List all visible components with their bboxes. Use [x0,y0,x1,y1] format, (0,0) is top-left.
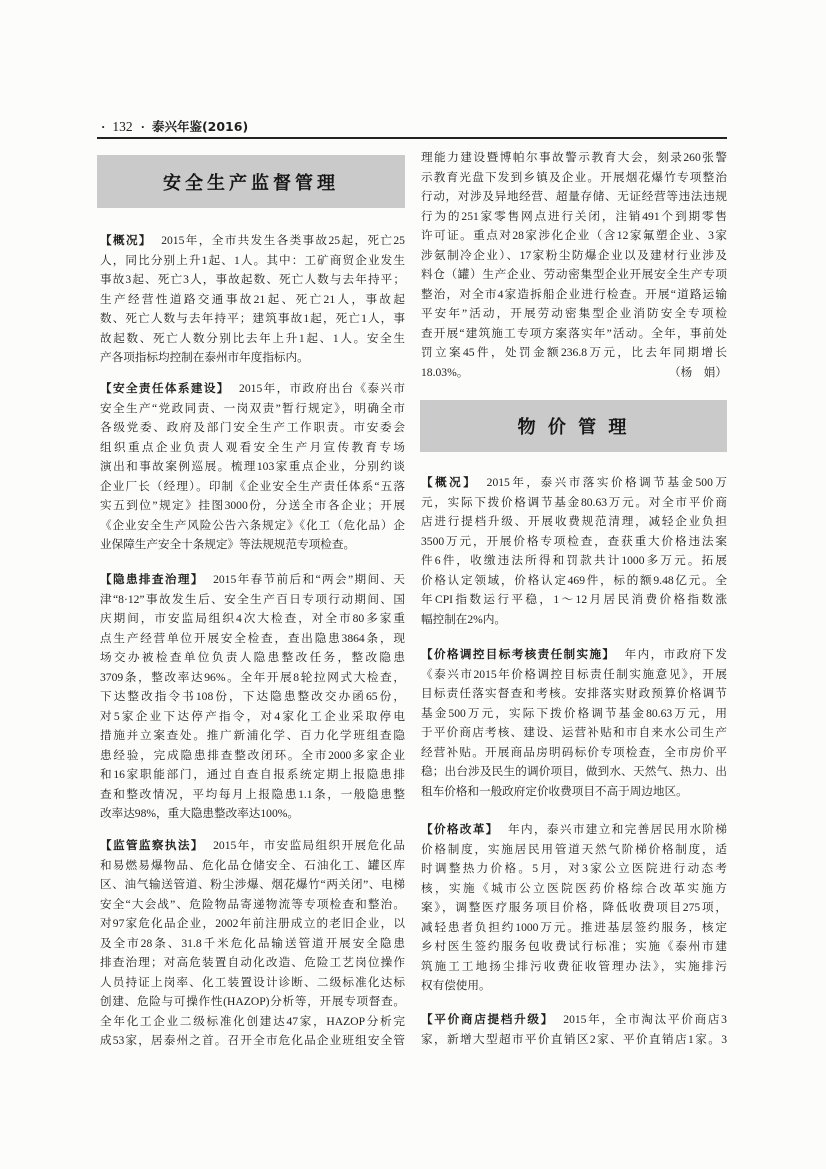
paragraph-line: 事故3起、死亡3人，事故起数、死亡人数与去年持平； [100,273,405,286]
paragraph-line: 产各项指标均控制在泰州市年度指标内。 [100,351,309,364]
paragraph-line: 成53家，居泰州之首。召开全市危化品企业班组安全管 [100,1034,405,1047]
paragraph-line: 排查治理；对高危装置自动化改造、危险工艺岗位操作 [100,956,405,969]
paragraph-line: 《泰兴市2015年价格调控目标责任制实施意见》，开展 [421,667,727,681]
paragraph-label: 【安全责任体系建设】 [100,381,230,395]
paragraph-line: 对5家企业下达停产指令，对4家化工企业采取停电 [100,709,405,723]
paragraph-line: 《企业安全生产风险公告六条规定》《化工（危化品）企 [100,518,405,532]
paragraph-line: 店进行提档升级、开展收费规范清理，减轻企业负担 [421,515,727,528]
paragraph-safety-responsibility [100,379,405,555]
paragraph-line [100,836,405,856]
paragraph-line: 罚立案45件，处罚金额236.8万元，比去年同期增长 [421,346,727,359]
paragraph-line: 料仓（罐）生产企业、劳动密集型企业开展安全生产专项 [421,268,727,281]
paragraph-text: 2015年，全市淘汰平价商店3 [563,1013,727,1026]
paragraph-safety-enforcement-continued [421,148,727,382]
paragraph-line [421,363,727,383]
paragraph-line: 行为的251家零售网点进行关闭，注销491个到期零售 [421,209,727,223]
paragraph-line: 涉氨制冷企业）、17家粉尘防爆企业以及建材行业涉及 [421,248,727,262]
paragraph-line: 区、油气输送管道、粉尘涉爆、烟花爆竹“两关闭”、电梯 [100,878,405,891]
paragraph-line: 组织重点企业负责人观看安全生产月宣传教育专场 [100,440,405,454]
paragraph-line [100,231,405,251]
paragraph-text: 18.03%。 [421,365,469,379]
paragraph-line: 价格认定领域，价格认定469件，标的额9.48亿元。全 [421,573,727,587]
paragraph-text: 2015年，全市共发生各类事故25起，死亡25 [161,234,405,247]
paragraph-safety-enforcement [100,836,405,1051]
paragraph-line: 行动，对涉及异地经营、超量存储、无证经营等违法违规 [421,190,727,203]
paragraph-line: 业保障生产安全十条规定》等法规规范专项检查。 [100,538,356,551]
paragraph-price-target-responsibility [421,645,727,801]
paragraph-line: 家，新增大型超市平价直销区2家、平价直销店1家。3 [421,1032,727,1046]
paragraph-line: 权有偿使用。 [421,979,491,992]
paragraph-line: 创建、危险与可操作性(HAZOP)分析等，开展专项督查。 [100,995,405,1008]
paragraph-line: 示教育光盘下发到乡镇及企业。开展烟花爆竹专项整治 [421,170,727,184]
paragraph-label: 【价格改革】 [421,822,499,836]
paragraph-price-reform [421,820,727,996]
paragraph-line: 安全“大会战”、危险物品寄递物流等专项检查和整治。 [100,897,405,911]
paragraph-line: 庆期间，市安监局组织4次大检查，对全市80多家重 [100,612,405,625]
right-column [421,0,727,1169]
paragraph-line: 故起数、死亡人数分别比去年上升1起、1人。安全生 [100,331,405,345]
paragraph-price-store-upgrade [421,1010,727,1049]
section-title-price: 物 价 管 理 [420,400,727,452]
paragraph-line: 和易燃易爆物品、危化品仓储安全、石油化工、罐区库 [100,858,405,872]
paragraph-line: 经营补贴。开展商品房明码标价专项检查，全市房价平 [421,745,727,759]
paragraph-line: 演出和事故案例巡展。梳理103家重点企业，分别约谈 [100,460,405,473]
paragraph-line: 数、死亡人数与去年持平；建筑事故1起，死亡1人，事 [100,312,405,325]
paragraph-label: 【价格调控目标考核责任制实施】 [421,647,616,661]
paragraph-line: 案》，调整医疗服务项目价格，降低收费项目275项， [421,901,727,914]
page-number: 132 [112,119,133,134]
paragraph-line [421,645,727,665]
paragraph-line: 点生产经营单位开展安全检查，查出隐患3864条，现 [100,631,405,645]
paragraph-label: 【概况】 [100,233,152,247]
paragraph-line: 幅控制在2%内。 [421,612,507,626]
paragraph-line: 3500万元，开展价格专项检查，查获重大价格违法案 [421,534,727,548]
paragraph-line: 全年化工企业二级标准化创建达47家，HAZOP分析完 [100,1014,405,1028]
paragraph-line: 改率达98%，重大隐患整改率达100%。 [100,807,300,820]
paragraph-line: 企业厂长（经理）。印制《企业安全生产责任体系“五落 [100,479,405,493]
paragraph-text: 2015年，泰兴市落实价格调节基金500万 [486,476,727,489]
paragraph-label: 【平价商店提档升级】 [421,1012,555,1026]
paragraph-line: 查开展“建筑施工专项方案落实年”活动。全年，事前处 [421,326,727,340]
paragraph-line: 乡村医生签约服务包收费试行标准；实施《泰州市建 [421,940,727,953]
paragraph-line: 整治，对全市4家造拆船企业进行检查。开展“道路运输 [421,287,727,301]
paragraph-label: 【隐患排查治理】 [100,572,204,586]
paragraph-line: 平安年”活动，开展劳动密集型企业消防安全专项检 [421,307,727,320]
paragraph-line: 场交办被检查单位负责人隐患整改任务，整改隐患 [100,651,405,664]
paragraph-text: 2015年，市政府出台《泰兴市 [239,382,405,395]
paragraph-line: 各级党委、政府及部门安全生产工作职责。市安委会 [100,421,405,434]
left-column [100,0,405,1169]
paragraph-line [421,820,727,840]
paragraph-line: 理能力建设暨博帕尔事故警示教育大会，刻录260张警 [421,151,727,164]
paragraph-line: 人，同比分别上升1起、1人。其中：工矿商贸企业发生 [100,253,405,267]
paragraph-text: 2015年，市安监局组织开展危化品 [213,839,405,852]
paragraph-text: 2015年春节前后和“两会”期间、天 [213,573,405,586]
paragraph-line: 元，实际下拨价格调节基金80.63万元。对全市平价商 [421,495,727,509]
paragraph-line: 于平价商店考核、建设、运营补贴和市自来水公司生产 [421,726,727,739]
paragraph-line: 目标责任落实督查和考核。安排落实财政预算价格调节 [421,687,727,700]
paragraph-safety-hazard [100,570,405,824]
paragraph-label: 【监管监察执法】 [100,838,204,852]
paragraph-line [421,473,727,493]
paragraph-line: 患经验，完成隐患排查整改闭环。全市2000多家企业 [100,748,405,762]
paragraph-line: 基金500万元，实际下拨价格调节基金80.63万元，用 [421,706,727,720]
paragraph-text: 年内，泰兴市建立和完善居民用水阶梯 [508,823,727,836]
paragraph-line [421,1010,727,1030]
section-title-safety: 安全生产监督管理 [97,155,405,208]
paragraph-line: 津“8·12”事故发生后、安全生产百日专项行动期间、国 [100,592,405,606]
paragraph-line: 许可证。重点对28家涉化企业（含12家氟塑企业、3家 [421,229,727,242]
paragraph-line [100,379,405,399]
paragraph-line: 实五到位”规定》挂图3000份，分送全市各企业；开展 [100,499,405,512]
paragraph-line: 和16家职能部门，通过自查自报系统定期上报隐患排 [100,768,405,781]
paragraph-line: 租车价格和一般政府定价收费项目不高于周边地区。 [421,784,688,798]
paragraph-line: 件6件，收缴违法所得和罚款共计1000多万元。拓展 [421,554,727,567]
paragraph-line: 稳；出台涉及民生的调价项目，做到水、天然气、热力、出 [421,765,727,778]
paragraph-line: 安全生产“党政同责、一岗双责”暂行规定》，明确全市 [100,401,405,415]
paragraph-line: 人员持证上岗率、化工装置设计诊断、二级标准化达标 [100,975,405,989]
paragraph-line: 查和整改情况，平均每月上报隐患1.1条，一般隐患整 [100,787,405,801]
book-title: 泰兴年鉴(2016) [151,119,249,134]
paragraph-safety-overview [100,231,405,368]
header-separator: · [101,119,106,134]
paragraph-line: 价格制度，实施居民用管道天然气阶梯价格制度，适 [421,842,727,856]
paragraph-line: 下达整改指令书108份，下达隐患整改交办函65份， [100,690,405,703]
paragraph-line: 对97家危化品企业，2002年前注册成立的老旧企业，以 [100,917,405,930]
paragraph-line: 3709条，整改率达96%。全年开展8轮拉网式大检查， [100,670,405,684]
paragraph-line: 核，实施《城市公立医院医药价格综合改革实施方 [421,881,727,895]
paragraph-line: 生产经营性道路交通事故21起、死亡21人，事故起 [100,292,405,306]
paragraph-line: 减轻患者负担约1000万元。推进基层签约服务，核定 [421,920,727,934]
author-credit: （杨 娟） [669,365,727,379]
paragraph-line: 筑施工工地扬尘排污收费征收管理办法》，实施排污 [421,959,727,973]
paragraph-line: 年CPI指数运行平稳，1～12月居民消费价格指数涨 [421,593,727,606]
paragraph-line: 时调整热力价格。5月，对3家公立医院进行动态考 [421,862,727,875]
paragraph-line: 措施并立案查处。推广新浦化学、百力化学班组查隐 [100,729,405,742]
paragraph-label: 【概况】 [421,475,478,489]
paragraph-line [100,570,405,590]
paragraph-line: 及全市28条、31.8千米危化品输送管道开展安全隐患 [100,936,405,950]
paragraph-price-overview [421,473,727,629]
header-separator: · [140,119,145,134]
paragraph-text: 年内，市政府下发 [624,648,727,661]
